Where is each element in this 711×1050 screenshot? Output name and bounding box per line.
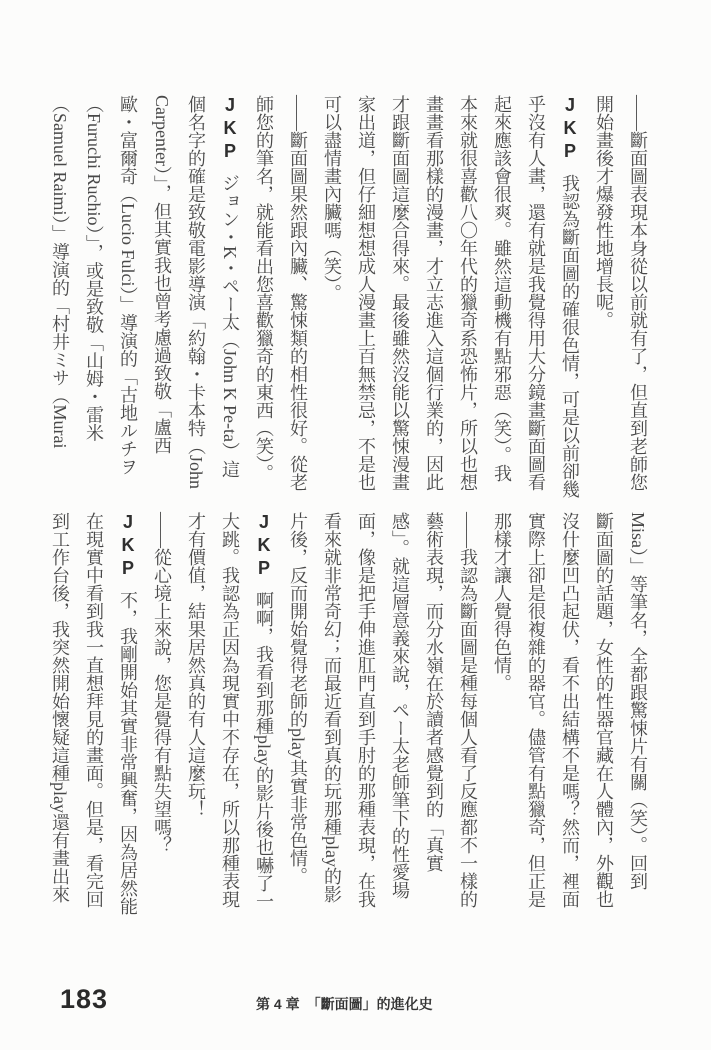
column-text: 才跟斷面圖這麼合得來。最後雖然沒能以驚悚漫畫 [390,95,410,491]
column-text: ——斷面圖果然跟內臟、驚悚類的相性很好。從老 [288,95,308,491]
column-text: 不，我剛開始其實非常興奮，因為居然能 [118,591,138,915]
text-column [179,512,213,922]
column-text: 乎沒有人畫，還有就是我覺得用大分鏡畫斷面圖看 [526,95,546,491]
column-text: 可以盡情畫內臟嗎（笑）。 [322,95,342,302]
column-text: 師您的筆名，就能看出您喜歡獵奇的東西（笑）。 [254,95,274,482]
column-text: ——斷面圖表現本身從以前就有了，但直到老師您 [628,95,648,491]
text-column [247,512,281,922]
column-text: 藝術表現，而分水嶺在於讀者感覺到的「真實 [424,512,444,872]
text-column [621,512,655,922]
column-text: 個名字的確是致敬電影導演「約翰・卡本特（John [186,95,206,490]
text-column [281,512,315,922]
column-text: ——我認為斷面圖是種每個人看了反應都不一樣的 [458,512,478,908]
column-text: 開始畫後才爆發性地增長呢。 [594,95,614,329]
text-column [485,95,519,505]
text-column [587,95,621,505]
speaker-label: JKP [118,512,138,581]
speaker-label: JKP [220,95,240,164]
column-text: 那樣才讓人覺得色情。 [492,512,512,692]
column-text: Misa）」等筆名，全都跟驚悚片有關（笑）。回到 [628,512,648,890]
chapter-title: 第 4 章 「斷面圖」的進化史 [256,996,433,1012]
text-column [111,512,145,922]
column-text: 面，像是把手伸進肛門直到手肘的那種表現，在我 [356,512,376,908]
text-column [213,95,247,505]
column-text: （Furuchi Ruchio）」，或是致敬「山姆・雷米 [84,95,104,442]
text-column [315,512,349,922]
speaker-label: JKP [560,95,580,164]
text-column [417,512,451,922]
text-band-top [43,95,655,505]
column-text: Carpenter）」，但其實我也曾考慮過致敬「盧西 [152,95,172,454]
column-text: ジョン・K・ペー太（John K Pe-ta）這 [220,174,240,478]
column-text: 啊啊，我看到那種play的影片後也嚇了一 [254,591,274,910]
page-number: 183 [60,984,109,1014]
text-column [519,512,553,922]
text-column [247,95,281,505]
text-column [179,95,213,505]
text-column [77,95,111,505]
speaker-label: JKP [254,512,274,581]
column-text: 起來應該會很爽。雖然這動機有點邪惡（笑）。我 [492,95,512,482]
column-text: 實際上卻是很複雜的器官。儘管有點獵奇，但正是 [526,512,546,908]
text-column [451,512,485,922]
text-column [383,95,417,505]
text-column [587,512,621,922]
column-text: 大跳。我認為正因為現實中不存在，所以那種表現 [220,512,240,908]
text-column [519,95,553,505]
text-column [77,512,111,922]
column-text: 斷面圖的話題，女性的性器官藏在人體內，外觀也 [594,512,614,908]
text-column [315,95,349,505]
column-text: 在現實中看到我一直想拜見的畫面。但是，看完回 [84,512,104,908]
text-column [349,95,383,505]
column-text: 沒什麼凹凸起伏，看不出結構不是嗎？然而，裡面 [560,512,580,908]
text-column [213,512,247,922]
text-column [145,95,179,505]
column-text: （Samuel Raimi）」導演的「村井ミサ（Murai [50,95,70,449]
column-text: ——從心境上來說，您是覺得有點失望嗎？ [152,512,172,854]
column-text: 本來就很喜歡八〇年代的獵奇系恐怖片，所以也想 [458,95,478,491]
column-text: 才有價值，結果居然真的有人這麼玩！ [186,512,206,818]
text-column [145,512,179,922]
column-text: 片後，反而開始覺得老師的play其實非常色情。 [288,512,308,885]
text-column [621,95,655,505]
column-text: 家出道，但仔細想想成人漫畫上百無禁忌，不是也 [356,95,376,491]
column-text: 看來就非常奇幻；而最近看到真的玩那種play的影 [322,512,342,903]
text-column [553,512,587,922]
text-column [553,95,587,505]
text-column [43,95,77,505]
text-column [383,512,417,922]
text-column [43,512,77,922]
text-column [485,512,519,922]
column-text: 歐・富爾奇（Lucio Fulci）」導演的「古地ルチヲ [118,95,138,476]
column-text: 畫畫看那樣的漫畫，才立志進入這個行業的，因此 [424,95,444,491]
text-column [281,95,315,505]
text-column [349,512,383,922]
text-band-bottom [43,512,655,922]
text-column [111,95,145,505]
text-column [417,95,451,505]
text-column [451,95,485,505]
column-text: 到工作台後，我突然開始懷疑這種play還有畫出來 [50,512,70,903]
column-text: 我認為斷面圖的確很色情，可是以前卻幾 [560,174,580,498]
column-text: 感」。就這層意義來說，ペー太老師筆下的性愛場 [390,512,410,899]
